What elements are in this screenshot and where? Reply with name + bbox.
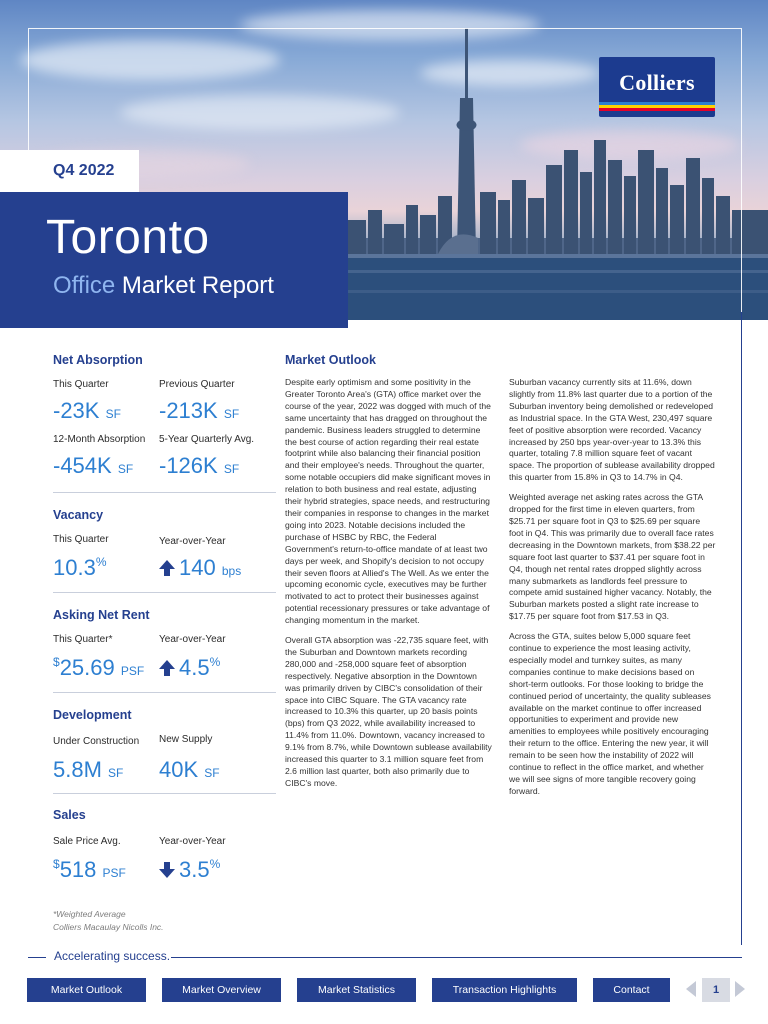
stat-value: $25.69 PSF bbox=[53, 655, 145, 680]
outlook-paragraph: Suburban vacancy currently sits at 11.6%, down slightly from 11.8% last quarter due to a portion of the Suburban inventory being demolished or redeveloped as Industrial space. In the GTA West, 230,497 square feet of positive absorption were recorded. Vacancy increased by 250 bps year-over-year to 13.3% this quarter, totaling 7.8 million square feet of vacant space. The proportion of sublease availability dropped this quarter from 15.8% in Q3 to 14.7% in Q4. bbox=[509, 377, 715, 483]
stat-value: 10.3% bbox=[53, 555, 107, 580]
section-title: Asking Net Rent bbox=[53, 608, 150, 622]
sales-section bbox=[53, 808, 278, 882]
stat-label: Year-over-Year bbox=[159, 536, 226, 547]
page-number: 1 bbox=[702, 978, 730, 1002]
stat-label: Previous Quarter bbox=[159, 379, 235, 390]
stat-value: $518 PSF bbox=[53, 857, 126, 882]
previous-page-arrow-icon[interactable] bbox=[686, 981, 696, 997]
quarter-label: Q4 2022 bbox=[0, 150, 139, 192]
footnote-source: Colliers Macaulay Nicolls Inc. bbox=[53, 922, 164, 932]
footnote-weighted: *Weighted Average bbox=[53, 909, 126, 919]
page-frame-rule bbox=[741, 312, 742, 945]
nav-contact-button[interactable]: Contact bbox=[593, 978, 670, 1002]
stat-label: This Quarter bbox=[53, 534, 109, 545]
stat-value: -23K SF bbox=[53, 398, 121, 423]
outlook-paragraph: Across the GTA, suites below 5,000 square feet continue to experience the most leasing activity, especially model and turnkey suites, as many companies continue to make decisions based on short-term outlooks. For those looking to bridge the continued period of uncertainty, the quality subleases available on the market continue to offer increased opportunities to experiment and provide new amenities to employees while positively encouraging their return to the office. Entering the new year, it will remain to be seen how the instability of 2022 will continue to reflect in the office market, and whether we will see signs of more tangible recovery going forward. bbox=[509, 631, 711, 796]
section-title: Vacancy bbox=[53, 508, 104, 522]
stat-value: -454K SF bbox=[53, 453, 134, 478]
stat-value: 5.8M SF bbox=[53, 757, 124, 782]
stat-label: New Supply bbox=[159, 734, 213, 745]
subtitle-rest: Market Report bbox=[115, 272, 274, 299]
tagline-rule bbox=[171, 957, 742, 958]
logo-stripes bbox=[599, 102, 715, 111]
market-outlook-title: Market Outlook bbox=[285, 353, 376, 367]
stat-value: -213K SF bbox=[159, 398, 240, 423]
colliers-logo[interactable] bbox=[599, 57, 715, 117]
section-divider bbox=[53, 793, 276, 794]
arrow-up-icon bbox=[159, 659, 175, 677]
section-title: Development bbox=[53, 708, 132, 722]
logo-text: Colliers bbox=[619, 70, 695, 95]
stat-value: 3.5% bbox=[159, 857, 220, 883]
outlook-column-2 bbox=[509, 377, 716, 806]
tagline-rule bbox=[28, 957, 46, 958]
stat-label: 5-Year Quarterly Avg. bbox=[159, 434, 255, 445]
stat-label: Under Construction bbox=[53, 736, 140, 747]
nav-market-outlook-button[interactable]: Market Outlook bbox=[27, 978, 146, 1002]
section-title: Sales bbox=[53, 808, 86, 822]
stat-label: Sale Price Avg. bbox=[53, 836, 121, 847]
vacancy-section bbox=[53, 508, 278, 580]
stat-value: 140 bps bbox=[159, 555, 241, 581]
page-subtitle bbox=[53, 272, 274, 300]
outlook-paragraph: Despite early optimism and some positivity in the Greater Toronto Area's (GTA) office market over the course of the year, 2022 was dogged with much of the same uncertainty that has dragged on throughout the pandemic. Business leaders struggled to determine the best course of action regarding their real estate footprint while also balancing their financial position and their employee's needs. Throughout the quarter, some notable occupiers did make significant moves in relation to both business and real estate, adjusting their hybrid strategies, space needs, and restructuring their companies in response to changes in the market going into 2023. Notable decisions included the purchase of HSBC by RBC, the Federal Government's return-to-office mandate of at least two days per week, and Shopify's decision to not occupy their seven floors at Allied's The Well. As we enter the upcoming economic cycle, executives may be further motivated to act to protect their businesses against potential recessionary pressures or take advantage of changing momentum in the market. bbox=[285, 377, 491, 626]
outlook-paragraph: Weighted average net asking rates across the GTA dropped for the first time in eleven quarters, from $25.71 per square foot in Q3 to $25.69 per square foot in Q4. This was primarily due to overall face rates decreasing in the Downtown markets, from $38.22 per square foot last quarter to $37.41 per square foot in Q4, though net rental rates dropped slightly across many submarkets as landlords feel pressure to compete amid sustained higher vacancy. Notably, the Suburban markets posted a slight rate increase to $17.75 per square foot from $17.53 in Q3. bbox=[509, 492, 716, 622]
outlook-paragraph: Overall GTA absorption was -22,735 square feet, with the Suburban and Downtown markets recording 280,000 and -258,000 square feet of absorption respectively. Negative absorption in the Downtown was primarily driven by CIBC's consolidation of their space into CIBC Square. The GTA vacancy rate increased to 10.3% this quarter, up 20 basis points (bps) from Q3 2022, while availability increased to 11.4% from 11.0%. Downtown, vacancy increased to 9.1% from 8.7%, while Downtown sublease availability increased this quarter to 3.1 million square feet from 2.6 million last quarter, both also primarily due to CIBC's move. bbox=[285, 635, 492, 788]
nav-transaction-highlights-button[interactable]: Transaction Highlights bbox=[432, 978, 577, 1002]
stat-value: -126K SF bbox=[159, 453, 240, 478]
stat-label: This Quarter* bbox=[53, 634, 113, 645]
stat-label: This Quarter bbox=[53, 379, 109, 390]
nav-market-overview-button[interactable]: Market Overview bbox=[162, 978, 281, 1002]
next-page-arrow-icon[interactable] bbox=[735, 981, 745, 997]
tagline: Accelerating success. bbox=[54, 949, 171, 963]
section-divider bbox=[53, 592, 276, 593]
outlook-column-1 bbox=[285, 377, 492, 798]
stat-label: 12-Month Absorption bbox=[53, 434, 146, 445]
section-divider bbox=[53, 492, 276, 493]
section-divider bbox=[53, 692, 276, 693]
stat-label: Year-over-Year bbox=[159, 836, 226, 847]
page-title: Toronto bbox=[46, 211, 210, 264]
arrow-down-icon bbox=[159, 861, 175, 879]
asking-rent-section bbox=[53, 608, 278, 680]
subtitle-accent: Office bbox=[53, 272, 116, 299]
arrow-up-icon bbox=[159, 559, 175, 577]
nav-market-statistics-button[interactable]: Market Statistics bbox=[297, 978, 416, 1002]
stat-value: 40K SF bbox=[159, 757, 220, 782]
section-title: Net Absorption bbox=[53, 353, 143, 367]
net-absorption-section bbox=[53, 353, 278, 478]
stat-value: 4.5% bbox=[159, 655, 220, 681]
stat-label: Year-over-Year bbox=[159, 634, 226, 645]
development-section bbox=[53, 708, 278, 782]
